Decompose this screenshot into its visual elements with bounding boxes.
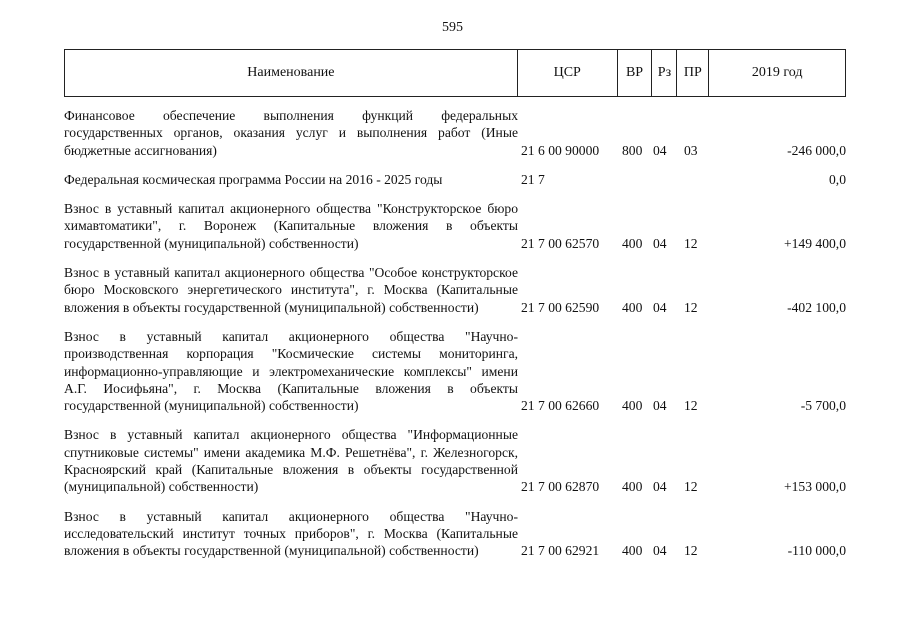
row-rz: 04	[653, 142, 667, 158]
row-vr: 800	[622, 142, 643, 158]
header-year: 2019 год	[751, 65, 803, 80]
row-rz: 04	[653, 543, 667, 559]
table-row	[64, 426, 846, 495]
row-csr: 21 7 00 62590	[521, 299, 600, 315]
row-pr: 12	[684, 479, 698, 495]
row-vr: 400	[622, 235, 643, 251]
header-vr: ВР	[618, 50, 653, 96]
row-amount: -246 000,0	[787, 142, 846, 158]
row-vr: 400	[622, 543, 643, 559]
row-rz: 04	[653, 398, 667, 414]
row-vr: 400	[622, 299, 643, 315]
row-csr: 21 7 00 62570	[521, 235, 600, 251]
row-pr: 12	[684, 398, 698, 414]
table-row	[64, 328, 846, 414]
row-csr: 21 7	[521, 171, 545, 187]
table-row	[64, 200, 846, 252]
row-name: Взнос в уставный капитал акционерного общества "Научно-производственная корпорация "Космические системы мониторинга, информационно-управляющие и электромеханические комплексы" имени А.Г. Иосифьяна", г. Москва (Капитальные вложения в объекты государственной (муниципальной) собственности)	[64, 328, 518, 414]
header-rz: Рз	[652, 50, 677, 96]
table-row	[64, 264, 846, 316]
row-vr: 400	[622, 479, 643, 495]
row-amount: -110 000,0	[787, 543, 846, 559]
row-name: Федеральная космическая программа России на 2016 - 2025 годы	[64, 171, 443, 187]
table-header	[64, 49, 846, 97]
row-amount: -5 700,0	[800, 398, 846, 414]
row-pr: 12	[684, 299, 698, 315]
row-rz: 04	[653, 299, 667, 315]
row-name: Взнос в уставный капитал акционерного общества "Конструкторское бюро химавтоматики", г. Воронеж (Капитальные вложения в объекты государственной (муниципальной) собственности)	[64, 201, 518, 251]
table-row	[64, 171, 846, 188]
row-pr: 03	[684, 142, 698, 158]
row-name: Взнос в уставный капитал акционерного общества "Особое конструкторское бюро Московского энергетического института", г. Москва (Капитальные вложения в объекты государственной (муниципальной) собственности)	[64, 265, 518, 315]
row-csr: 21 7 00 62660	[521, 398, 600, 414]
row-name: Взнос в уставный капитал акционерного общества "Информационные спутниковые системы" имени академика М.Ф. Решетнёва", г. Железногорск, Красноярский край (Капитальные вложения в объекты государственной (муниципальной) собственности)	[64, 427, 518, 495]
row-pr: 12	[684, 235, 698, 251]
table-row	[64, 107, 846, 159]
page-number: 595	[442, 20, 463, 35]
row-rz: 04	[653, 235, 667, 251]
header-pr: ПР	[677, 50, 709, 96]
row-pr: 12	[684, 543, 698, 559]
row-amount: +149 400,0	[783, 235, 846, 251]
row-vr: 400	[622, 398, 643, 414]
row-rz: 04	[653, 479, 667, 495]
row-csr: 21 7 00 62870	[521, 479, 600, 495]
row-csr: 21 7 00 62921	[521, 543, 600, 559]
row-amount: 0,0	[829, 171, 846, 187]
row-name: Финансовое обеспечение выполнения функций федеральных государственных органов, оказания услуг и выполнения работ (Иные бюджетные ассигнования)	[64, 108, 518, 158]
header-csr: ЦСР	[518, 50, 618, 96]
row-amount: -402 100,0	[787, 299, 846, 315]
row-csr: 21 6 00 90000	[521, 142, 600, 158]
row-amount: +153 000,0	[783, 479, 846, 495]
row-name: Взнос в уставный капитал акционерного общества "Научно-исследовательский институт точных приборов", г. Москва (Капитальные вложения в объекты государственной (муниципальной) собственности)	[64, 508, 518, 559]
header-name: Наименование	[65, 50, 518, 96]
table-body	[64, 107, 846, 572]
table-row	[64, 508, 846, 560]
